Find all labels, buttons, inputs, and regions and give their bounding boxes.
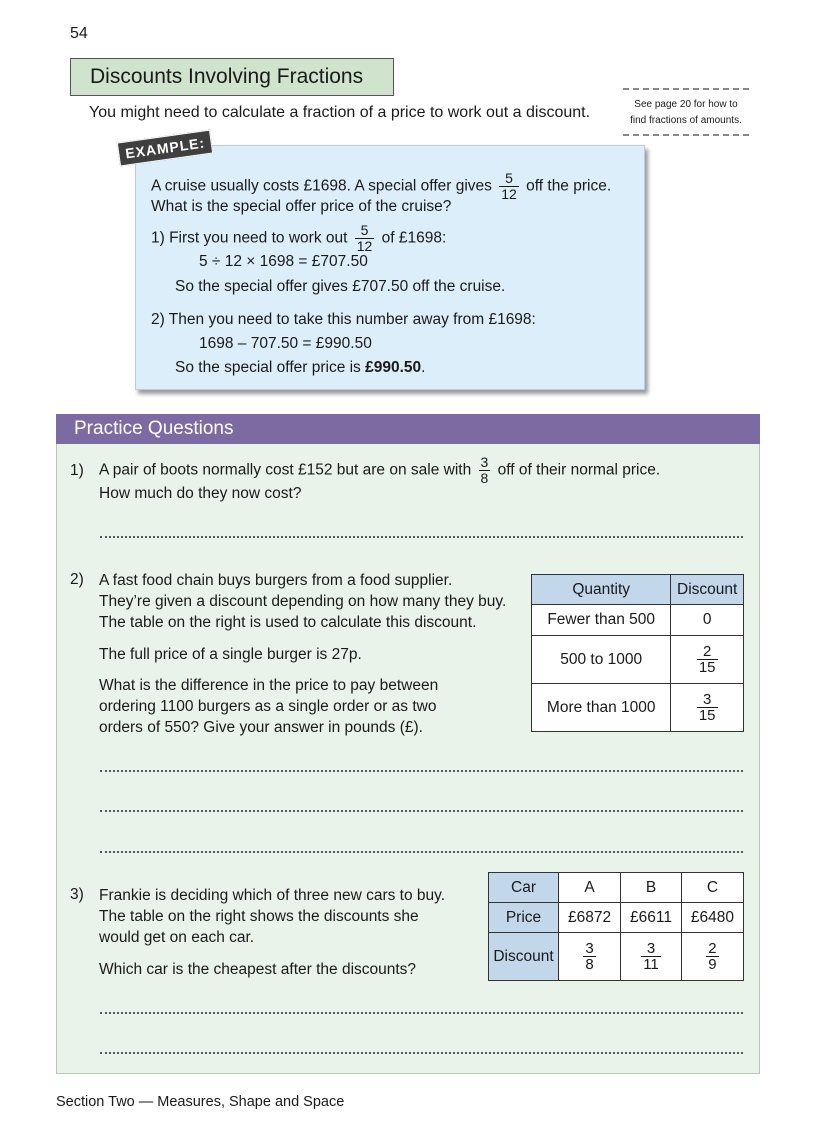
car-b: B [621, 873, 682, 903]
example-answer: £990.50 [365, 359, 422, 376]
discount-b [621, 933, 682, 981]
fraction-5-12-step [355, 223, 375, 254]
note-line-1: See page 20 for how to [634, 99, 738, 110]
cell-more-1000: More than 1000 [532, 684, 671, 732]
page-title: Discounts Involving Fractions [70, 58, 394, 96]
cell-discount-2-15 [671, 636, 744, 684]
cell-discount-0: 0 [671, 605, 744, 636]
example-calc-1: 5 ÷ 12 × 1698 = £707.50 [199, 253, 368, 270]
note-border-bottom [623, 130, 749, 136]
frac-denominator: 11 [643, 956, 659, 973]
frac-numerator: 3 [585, 940, 594, 957]
q1-line-1a: A pair of boots normally cost £152 but are on sale with [99, 461, 472, 479]
row-discount-label: Discount [489, 933, 559, 981]
page-number: 54 [70, 25, 88, 42]
frac-denominator: 15 [698, 659, 716, 676]
q1-answer-line[interactable] [100, 536, 743, 538]
frac-numerator: 2 [697, 644, 718, 660]
cell-discount-3-15 [671, 684, 744, 732]
q3-question: Which car is the cheapest after the discounts? [99, 961, 417, 978]
q3-line-3: would get on each car. [99, 929, 255, 946]
footer-section: Section Two — Measures, Shape and Space [56, 1094, 345, 1110]
fraction-3-8 [479, 455, 491, 486]
frac-numerator: 3 [697, 692, 718, 708]
frac-numerator: 5 [499, 171, 519, 187]
discount-c [681, 933, 743, 981]
example-result-2c: . [421, 359, 426, 376]
q3-number: 3) [70, 886, 84, 903]
example-result-1: So the special offer gives £707.50 off the cruise. [175, 278, 506, 295]
example-step-1b: of £1698: [381, 229, 447, 247]
practice-heading: Practice Questions [56, 414, 760, 444]
q2-question-2: ordering 1100 burgers as a single order or as two [99, 698, 437, 715]
col-discount: Discount [671, 575, 744, 605]
q3-answer-line-1[interactable] [100, 1012, 743, 1014]
price-a: £6872 [559, 903, 621, 933]
q3-line-1: Frankie is deciding which of three new cars to buy. [99, 887, 446, 904]
q1-line-1 [99, 455, 660, 486]
q2-line-1: A fast food chain buys burgers from a food supplier. [99, 572, 453, 589]
frac-denominator: 12 [501, 186, 517, 202]
q1-line-2: How much do they now cost? [99, 485, 302, 502]
example-result-2a: So the special offer price is [175, 359, 361, 376]
example-result-2 [175, 359, 425, 377]
q1-line-1b: off of their normal price. [497, 461, 661, 479]
example-line-1a: A cruise usually costs £1698. A special offer gives [151, 177, 492, 195]
car-a: A [559, 873, 621, 903]
q2-question-3: orders of 550? Give your answer in pounds (£). [99, 719, 423, 736]
intro-text: You might need to calculate a fraction of a price to work out a discount. [89, 104, 591, 121]
q3-answer-line-2[interactable] [100, 1052, 743, 1054]
frac-denominator: 9 [708, 956, 717, 973]
row-price-label: Price [489, 903, 559, 933]
example-calc-2: 1698 – 707.50 = £990.50 [199, 335, 372, 352]
q2-line-3: The table on the right is used to calculate this discount. [99, 614, 477, 631]
side-note [612, 88, 760, 132]
car-c: C [681, 873, 743, 903]
frac-numerator: 3 [480, 454, 489, 470]
q2-question-1: What is the difference in the price to pay between [99, 677, 439, 694]
col-quantity: Quantity [532, 575, 671, 605]
frac-numerator: 3 [641, 941, 661, 957]
q2-answer-line-3[interactable] [100, 851, 743, 853]
note-border-top [623, 88, 749, 96]
q2-price-line: The full price of a single burger is 27p. [99, 646, 362, 663]
q2-answer-line-1[interactable] [100, 770, 743, 772]
q2-answer-line-2[interactable] [100, 810, 743, 812]
frac-denominator: 15 [698, 707, 716, 724]
frac-numerator: 5 [355, 223, 375, 239]
q3-line-2: The table on the right shows the discounts she [99, 908, 419, 925]
example-line-1b: off the price. [526, 177, 612, 195]
example-step-2: 2) Then you need to take this number away from £1698: [151, 311, 536, 328]
q1-number: 1) [70, 462, 84, 479]
discount-table [531, 574, 744, 732]
discount-a [559, 933, 621, 981]
cell-500-1000: 500 to 1000 [532, 636, 671, 684]
fraction-5-12 [499, 171, 519, 202]
note-line-2: find fractions of amounts. [630, 115, 742, 126]
frac-numerator: 2 [708, 940, 717, 957]
row-car-label: Car [489, 873, 559, 903]
frac-denominator: 8 [585, 956, 594, 973]
cell-fewer-500: Fewer than 500 [532, 605, 671, 636]
example-line-2: What is the special offer price of the cruise? [151, 198, 452, 215]
price-b: £6611 [621, 903, 682, 933]
example-step-1a: 1) First you need to work out [151, 229, 348, 247]
q2-number: 2) [70, 571, 84, 588]
price-c: £6480 [681, 903, 743, 933]
example-box [135, 145, 645, 390]
frac-denominator: 8 [480, 470, 489, 486]
frac-denominator: 12 [356, 238, 373, 254]
q2-line-2: They’re given a discount depending on how many they buy. [99, 593, 507, 610]
car-table [488, 872, 744, 981]
example-step-1 [151, 223, 446, 254]
example-label: EXAMPLE: [117, 130, 214, 167]
